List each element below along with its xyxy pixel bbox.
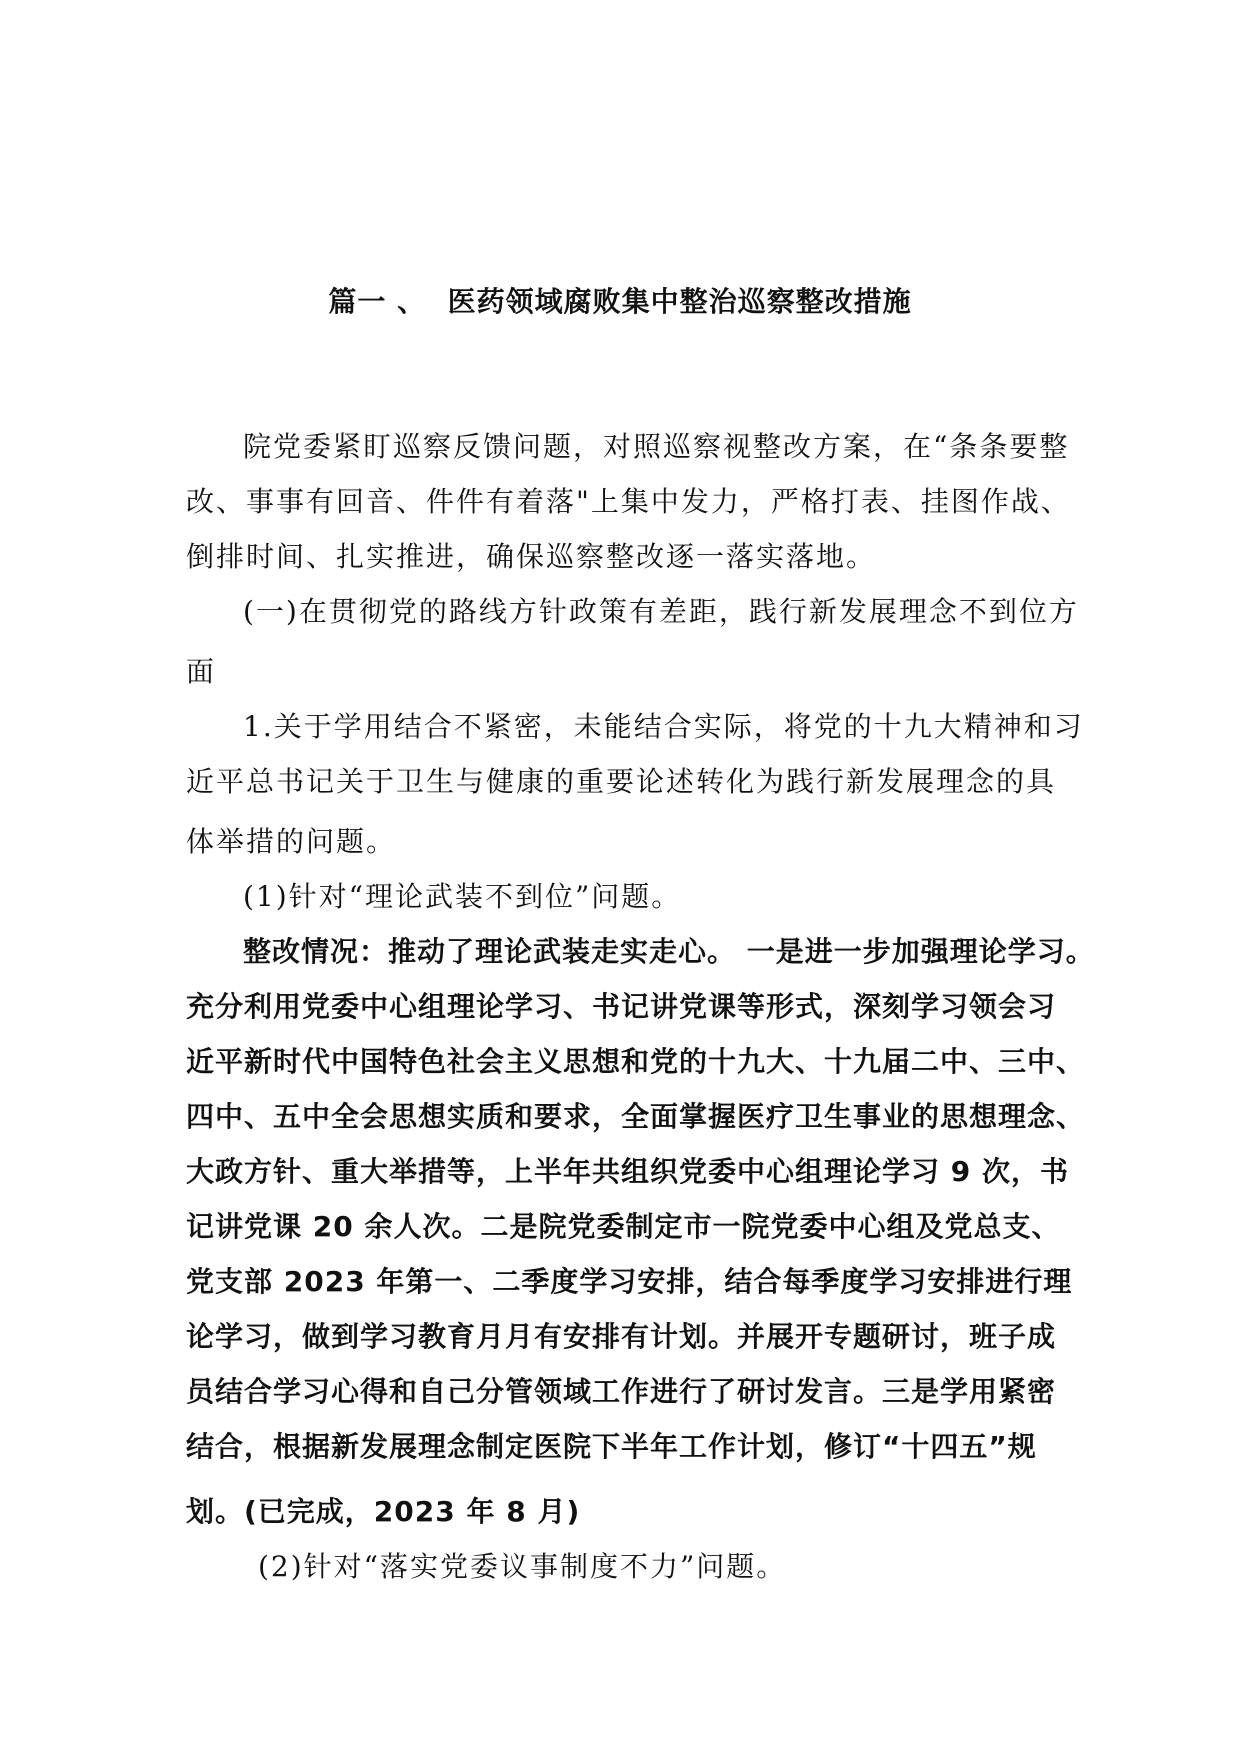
intro-line: 改、事事有回音、件件有着落"上集中发力，严格打表、挂图作战、 — [186, 485, 1071, 518]
rectify-line: 记讲党课 20 余人次。二是院党委制定市一院党委中心组及党总支、 — [186, 1210, 1061, 1243]
rectify-line: 大政方针、重大举措等，上半年共组织党委中心组理论学习 9 次，书 — [186, 1155, 1069, 1188]
item-heading: 1.关于学用结合不紧密，未能结合实际，将党的十九大精神和习 — [243, 710, 1084, 743]
intro-line: 院党委紧盯巡察反馈问题，对照巡察视整改方案，在“条条要整 — [243, 430, 1070, 463]
rectify-line: 论学习，做到学习教育月月有安排有计划。并展开专题研讨，班子成 — [186, 1320, 1057, 1353]
rectify-line: 充分利用党委中心组理论学习、书记讲党课等形式，深刻学习领会习 — [186, 990, 1057, 1023]
section-heading: (一)在贯彻党的路线方针政策有差距，践行新发展理念不到位方 — [243, 595, 1079, 628]
rectify-line: 划。(已完成，2023 年 8 月) — [186, 1495, 581, 1528]
sub-item-heading: (2)针对“落实党委议事制度不力”问题。 — [258, 1550, 787, 1583]
intro-line: 倒排时间、扎实推进，确保巡察整改逐一落实落地。 — [186, 540, 877, 573]
item-heading: 近平总书记关于卫生与健康的重要论述转化为践行新发展理念的具 — [186, 765, 1057, 798]
rectify-line: 员结合学习心得和自己分管领域工作进行了研讨发言。三是学用紧密 — [186, 1375, 1057, 1408]
item-heading: 体举措的问题。 — [186, 825, 397, 858]
rectify-line: 整改情况：推动了理论武装走实走心。 一是进一步加强理论学习。 — [243, 935, 1095, 968]
rectify-line: 近平新时代中国特色社会主义思想和党的十九大、十九届二中、三中、 — [186, 1045, 1086, 1078]
rectify-line: 四中、五中全会思想实质和要求，全面掌握医疗卫生事业的思想理念、 — [186, 1100, 1086, 1133]
rectify-line: 结合，根据新发展理念制定医院下半年工作计划，修订“十四五”规 — [186, 1430, 1037, 1463]
rectify-line: 党支部 2023 年第一、二季度学习安排，结合每季度学习安排进行理 — [186, 1265, 1073, 1298]
section-heading: 面 — [186, 655, 217, 688]
document-title: 篇一 、 医药领域腐败集中整治巡察整改措施 — [328, 285, 912, 318]
sub-item-heading: (1)针对“理论武装不到位”问题。 — [243, 880, 682, 913]
